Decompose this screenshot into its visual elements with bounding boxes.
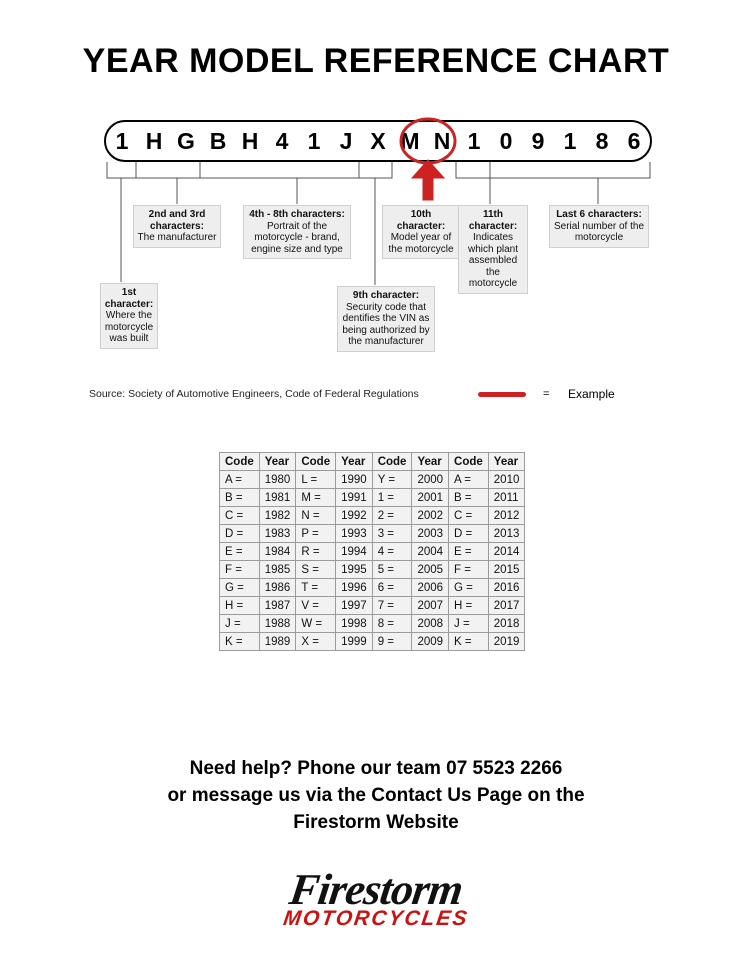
contact-footer bbox=[0, 755, 752, 836]
table-cell: 3 = bbox=[372, 525, 412, 543]
table-cell: T = bbox=[296, 579, 336, 597]
table-cell: 1988 bbox=[259, 615, 296, 633]
table-cell: G = bbox=[220, 579, 260, 597]
table-row bbox=[220, 525, 525, 543]
table-cell: F = bbox=[449, 561, 489, 579]
table-cell: 6 = bbox=[372, 579, 412, 597]
vin-char: 9 bbox=[531, 127, 545, 154]
table-cell: 1993 bbox=[336, 525, 373, 543]
table-cell-highlighted: 1991 bbox=[336, 489, 373, 507]
table-cell: 8 = bbox=[372, 615, 412, 633]
table-cell: 1990 bbox=[336, 471, 373, 489]
table-header-cell: Code bbox=[449, 453, 489, 471]
footer-line-2: or message us via the Contact Us Page on the bbox=[167, 785, 585, 806]
callout-header: 2nd and 3rd characters: bbox=[148, 209, 206, 232]
vin-char: 1 bbox=[467, 127, 481, 154]
table-row bbox=[220, 489, 525, 507]
table-cell: 2001 bbox=[412, 489, 449, 507]
callout-header: 9th character: bbox=[352, 290, 420, 301]
table-cell: 1984 bbox=[259, 543, 296, 561]
callout-header: Last 6 characters: bbox=[556, 209, 642, 220]
table-cell: N = bbox=[296, 507, 336, 525]
source-note: Source: Society of Automotive Engineers, Code of Federal Regulations bbox=[89, 388, 419, 400]
table-cell: 1 = bbox=[372, 489, 412, 507]
callout-body: Where the motorcycle was built bbox=[104, 310, 154, 344]
vin-char: 1 bbox=[307, 127, 321, 154]
table-cell: 2011 bbox=[488, 489, 525, 507]
footer-line-3: Firestorm Website bbox=[293, 812, 459, 833]
table-header-row bbox=[220, 453, 525, 471]
table-cell: 2014 bbox=[488, 543, 525, 561]
vin-char: N bbox=[433, 127, 451, 154]
vin-char: 1 bbox=[563, 127, 577, 154]
table-cell: 1982 bbox=[259, 507, 296, 525]
vin-char: 4 bbox=[275, 127, 289, 154]
table-cell: X = bbox=[296, 633, 336, 651]
table-row bbox=[220, 471, 525, 489]
table-cell: 2006 bbox=[412, 579, 449, 597]
vin-char: 8 bbox=[595, 127, 609, 154]
callout-header: 1st character: bbox=[104, 287, 154, 310]
vin-char: J bbox=[339, 127, 353, 154]
table-cell: H = bbox=[220, 597, 260, 615]
table-cell: 1992 bbox=[336, 507, 373, 525]
table-cell: 2019 bbox=[488, 633, 525, 651]
callout-11th-character bbox=[458, 205, 528, 294]
table-cell: 1995 bbox=[336, 561, 373, 579]
table-cell: 1981 bbox=[259, 489, 296, 507]
table-cell: 2007 bbox=[412, 597, 449, 615]
table-cell: H = bbox=[449, 597, 489, 615]
table-cell: W = bbox=[296, 615, 336, 633]
callout-body: Indicates which plant assembled the motorcycle bbox=[467, 232, 519, 289]
year-code-table bbox=[219, 452, 525, 651]
table-cell: 2005 bbox=[412, 561, 449, 579]
table-row bbox=[220, 561, 525, 579]
table-cell: D = bbox=[220, 525, 260, 543]
callout-last-6-characters bbox=[549, 205, 649, 248]
vin-char: B bbox=[209, 127, 227, 154]
table-cell: K = bbox=[220, 633, 260, 651]
table-cell: J = bbox=[220, 615, 260, 633]
table-cell: 1986 bbox=[259, 579, 296, 597]
table-cell: 2012 bbox=[488, 507, 525, 525]
table-cell: J = bbox=[449, 615, 489, 633]
table-cell: 2009 bbox=[412, 633, 449, 651]
table-cell: A = bbox=[220, 471, 260, 489]
legend-equals-sign: = bbox=[543, 388, 550, 400]
table-cell: 2000 bbox=[412, 471, 449, 489]
vin-char-highlighted: M bbox=[400, 127, 420, 154]
table-cell: K = bbox=[449, 633, 489, 651]
callout-body: Model year of the motorcycle bbox=[388, 232, 454, 255]
vin-char: 0 bbox=[499, 127, 513, 154]
firestorm-logo bbox=[196, 862, 556, 934]
table-row bbox=[220, 615, 525, 633]
callout-9th-character bbox=[337, 286, 435, 352]
callout-header: 11th character: bbox=[468, 209, 518, 232]
table-header-cell: Code bbox=[372, 453, 412, 471]
table-cell: 1996 bbox=[336, 579, 373, 597]
vin-char: 1 bbox=[115, 127, 129, 154]
table-header-cell: Year bbox=[336, 453, 373, 471]
callout-4th-8th-characters bbox=[243, 205, 351, 259]
table-cell: S = bbox=[296, 561, 336, 579]
callout-header: 10th character: bbox=[396, 209, 446, 232]
table-cell: C = bbox=[220, 507, 260, 525]
callout-2nd-3rd-characters bbox=[133, 205, 221, 248]
table-cell: 2008 bbox=[412, 615, 449, 633]
table-cell: 2016 bbox=[488, 579, 525, 597]
table-cell: 9 = bbox=[372, 633, 412, 651]
table-row bbox=[220, 597, 525, 615]
table-cell: 2003 bbox=[412, 525, 449, 543]
callout-10th-character bbox=[382, 205, 460, 259]
table-row bbox=[220, 579, 525, 597]
table-cell: 2017 bbox=[488, 597, 525, 615]
table-cell: Y = bbox=[372, 471, 412, 489]
table-header-cell: Year bbox=[412, 453, 449, 471]
table-cell: 1997 bbox=[336, 597, 373, 615]
table-cell: G = bbox=[449, 579, 489, 597]
table-cell: 1999 bbox=[336, 633, 373, 651]
table-cell: 4 = bbox=[372, 543, 412, 561]
legend-example-label: Example bbox=[568, 387, 615, 401]
table-cell: B = bbox=[449, 489, 489, 507]
table-cell: 1994 bbox=[336, 543, 373, 561]
table-cell: D = bbox=[449, 525, 489, 543]
table-cell: R = bbox=[296, 543, 336, 561]
table-cell: 1987 bbox=[259, 597, 296, 615]
table-cell: C = bbox=[449, 507, 489, 525]
callout-body: The manufacturer bbox=[137, 232, 217, 243]
footer-line-1: Need help? Phone our team 07 5523 2266 bbox=[189, 758, 563, 779]
table-cell: 2015 bbox=[488, 561, 525, 579]
callout-body: Security code that dentifies the VIN as being authorized by the manufacturer bbox=[342, 301, 430, 347]
vin-char: G bbox=[177, 127, 195, 154]
table-cell: L = bbox=[296, 471, 336, 489]
table-header-cell: Year bbox=[488, 453, 525, 471]
table-cell: A = bbox=[449, 471, 489, 489]
table-cell: 2002 bbox=[412, 507, 449, 525]
page-title: YEAR MODEL REFERENCE CHART bbox=[82, 42, 670, 80]
vin-char: H bbox=[241, 127, 259, 154]
legend-example-swatch bbox=[478, 392, 526, 397]
vin-bar bbox=[104, 120, 652, 162]
table-cell: 1983 bbox=[259, 525, 296, 543]
table-cell: 1980 bbox=[259, 471, 296, 489]
callout-body: Portrait of the motorcycle - brand, engine size and type bbox=[251, 220, 343, 255]
table-cell: 2010 bbox=[488, 471, 525, 489]
logo-sub-text: MOTORCYCLES bbox=[281, 907, 471, 930]
table-cell: E = bbox=[220, 543, 260, 561]
table-cell: B = bbox=[220, 489, 260, 507]
logo-brand-text: Firestorm bbox=[286, 865, 466, 914]
table-cell: 2018 bbox=[488, 615, 525, 633]
callout-body: Serial number of the motorcycle bbox=[553, 220, 645, 243]
table-header-cell: Code bbox=[296, 453, 336, 471]
table-cell: 1985 bbox=[259, 561, 296, 579]
table-cell: 2004 bbox=[412, 543, 449, 561]
table-header-cell: Code bbox=[220, 453, 260, 471]
table-cell: P = bbox=[296, 525, 336, 543]
table-cell: F = bbox=[220, 561, 260, 579]
vin-char: 6 bbox=[627, 127, 641, 154]
table-cell: 1989 bbox=[259, 633, 296, 651]
table-cell-highlighted: M = bbox=[296, 489, 336, 507]
table-cell: 5 = bbox=[372, 561, 412, 579]
table-cell: 2013 bbox=[488, 525, 525, 543]
table-cell: 2 = bbox=[372, 507, 412, 525]
table-row bbox=[220, 633, 525, 651]
callout-header: 4th - 8th characters: bbox=[249, 209, 345, 220]
table-cell: V = bbox=[296, 597, 336, 615]
red-arrow-10th-character bbox=[412, 160, 444, 200]
table-header-cell: Year bbox=[259, 453, 296, 471]
table-cell: 1998 bbox=[336, 615, 373, 633]
table-row bbox=[220, 507, 525, 525]
vin-char: X bbox=[370, 127, 386, 154]
vin-char: H bbox=[145, 127, 163, 154]
table-cell: 7 = bbox=[372, 597, 412, 615]
callout-1st-character bbox=[100, 283, 158, 349]
table-row bbox=[220, 543, 525, 561]
table-cell: E = bbox=[449, 543, 489, 561]
